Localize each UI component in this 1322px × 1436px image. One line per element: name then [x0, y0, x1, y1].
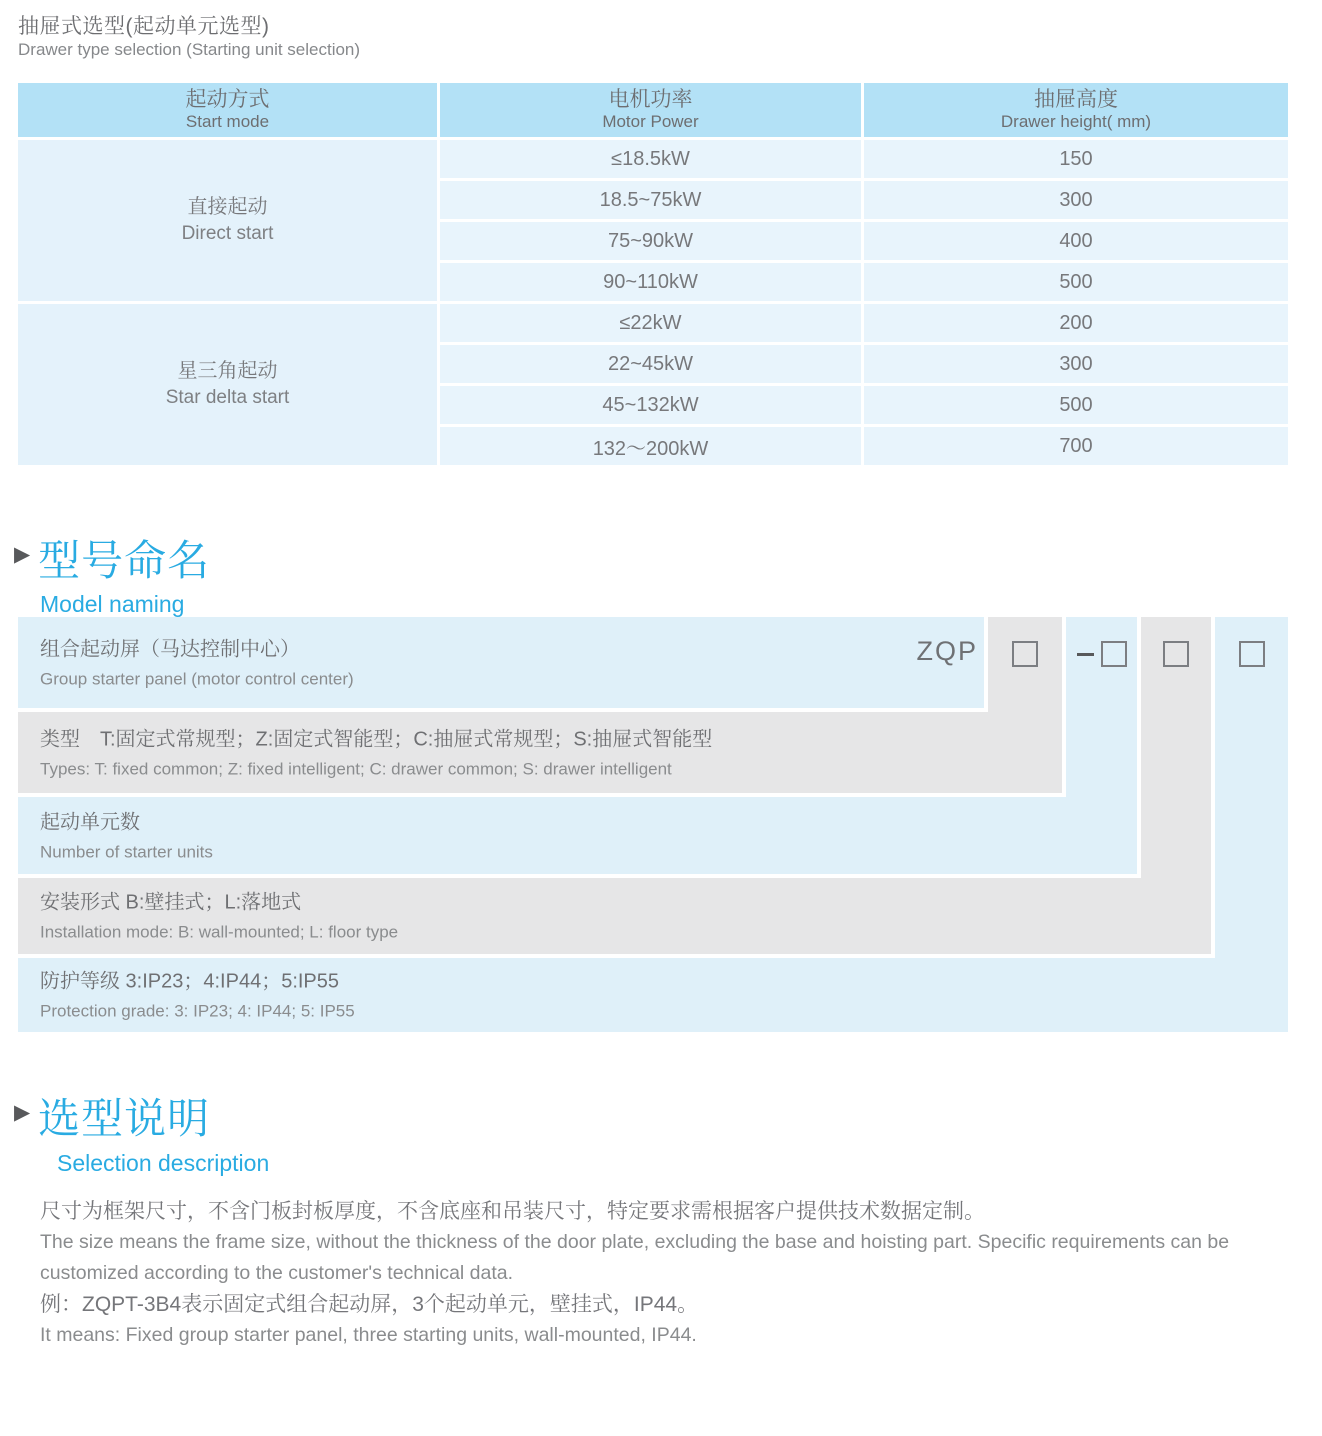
- band-en: Number of starter units: [40, 841, 213, 861]
- drawer-selection-table: [18, 83, 1288, 465]
- band-protection-grade: [18, 958, 1288, 1032]
- power-cell: 90~110kW: [440, 263, 861, 301]
- code-prefix: ZQP: [916, 636, 978, 666]
- height-cell: 150: [864, 140, 1288, 178]
- band-group-starter-panel: [18, 617, 984, 708]
- code-box-protection: [1239, 641, 1265, 667]
- band-cn: 组合起动屏（马达控制中心）: [40, 637, 300, 660]
- band-en: Types: T: fixed common; Z: fixed intelligent; C: drawer common; S: drawer intelligent: [40, 758, 672, 778]
- power-cell: 45~132kW: [440, 386, 861, 424]
- band-text: [40, 886, 398, 945]
- band-text: [40, 723, 712, 782]
- mode-cn: 直接起动: [187, 196, 268, 219]
- header-en: Start mode: [185, 112, 270, 132]
- header-en: Motor Power: [602, 112, 699, 132]
- minus-icon: [1077, 653, 1094, 656]
- code-slot-installation: [1141, 641, 1211, 667]
- model-naming-heading-en: Model naming: [40, 591, 185, 617]
- band-text: [40, 633, 354, 692]
- selection-description-heading-en: Selection description: [57, 1150, 270, 1176]
- band-cn: 类型 T:固定式常规型；Z:固定式智能型；C:抽屉式常规型；S:抽屉式智能型: [40, 727, 713, 750]
- band-cn: 起动单元数: [40, 810, 140, 833]
- description-para1-cn: 尺寸为框架尺寸，不含门板封板厚度，不含底座和吊装尺寸，特定要求需根据客户提供技术数据定制。: [40, 1200, 985, 1223]
- power-cell: 18.5~75kW: [440, 181, 861, 219]
- power-cell: 22~45kW: [440, 345, 861, 383]
- model-naming-heading-cn: 型号命名: [38, 537, 211, 584]
- column-header-drawer-height: [864, 83, 1288, 137]
- code-box-units: [1101, 641, 1127, 667]
- code-slot-protection: [1215, 641, 1288, 667]
- model-naming-diagram: [18, 617, 1288, 1032]
- band-starter-units: [18, 797, 1137, 874]
- code-box-installation: [1163, 641, 1189, 667]
- header-cn: 抽屉高度: [1034, 87, 1118, 111]
- power-cell: ≤22kW: [440, 304, 861, 342]
- band-cn: 安装形式 B:壁挂式；L:落地式: [40, 891, 302, 914]
- power-cell: 132～200kW: [440, 427, 861, 465]
- column-header-start-mode: [18, 83, 437, 137]
- power-cell: ≤18.5kW: [440, 140, 861, 178]
- page-title-cn: 抽屉式选型(起动单元选型): [18, 15, 270, 38]
- power-cell: 75~90kW: [440, 222, 861, 260]
- start-mode-cell-direct: [18, 140, 437, 301]
- header-cn: 起动方式: [185, 87, 270, 111]
- band-text: [40, 806, 213, 865]
- height-cell: 500: [864, 386, 1288, 424]
- height-cell: 700: [864, 427, 1288, 465]
- header-cn: 电机功率: [608, 87, 693, 111]
- mode-cn: 星三角起动: [177, 360, 278, 383]
- description-para2-cn: 例：ZQPT-3B4表示固定式组合起动屏，3个起动单元，壁挂式，IP44。: [40, 1293, 699, 1316]
- band-en: Group starter panel (motor control center): [40, 668, 354, 688]
- code-box-type: [1012, 641, 1038, 667]
- height-cell: 500: [864, 263, 1288, 301]
- code-slot-type: [988, 641, 1062, 667]
- mode-en: Direct start: [181, 223, 274, 245]
- description-para2-en: It means: Fixed group starter panel, three starting units, wall-mounted, IP44.: [40, 1324, 697, 1346]
- header-en: Drawer height( mm): [1000, 112, 1152, 132]
- band-en: Installation mode: B: wall-mounted; L: floor type: [40, 922, 399, 942]
- description-para1-en: The size means the frame size, without the thickness of the door plate, excluding the base and hoisting part. Specific requirements can be customized according to the customer's technical data.: [40, 1231, 1230, 1284]
- height-cell: 300: [864, 345, 1288, 383]
- selection-description-heading-cn: 选型说明: [38, 1095, 211, 1142]
- height-cell: 200: [864, 304, 1288, 342]
- height-cell: 300: [864, 181, 1288, 219]
- band-installation-mode: [18, 878, 1211, 954]
- band-types: [18, 712, 1062, 793]
- selection-description-heading: [14, 1086, 269, 1177]
- model-naming-heading: [14, 528, 210, 618]
- band-en: Protection grade: 3: IP23; 4: IP44; 5: IP55: [40, 1001, 355, 1021]
- page-title-en: Drawer type selection (Starting unit selection): [18, 40, 361, 59]
- height-cell: 400: [864, 222, 1288, 260]
- section-arrow-icon: ▶: [14, 1101, 31, 1124]
- mode-en: Star delta start: [165, 387, 290, 409]
- band-cn: 防护等级 3:IP23；4:IP44；5:IP55: [40, 970, 340, 993]
- selection-description-body: [40, 1196, 1292, 1351]
- section-arrow-icon: ▶: [14, 543, 31, 566]
- code-slot-units: [1066, 641, 1137, 667]
- start-mode-cell-star-delta: [18, 304, 437, 465]
- column-header-motor-power: [440, 83, 861, 137]
- band-text: [40, 965, 355, 1024]
